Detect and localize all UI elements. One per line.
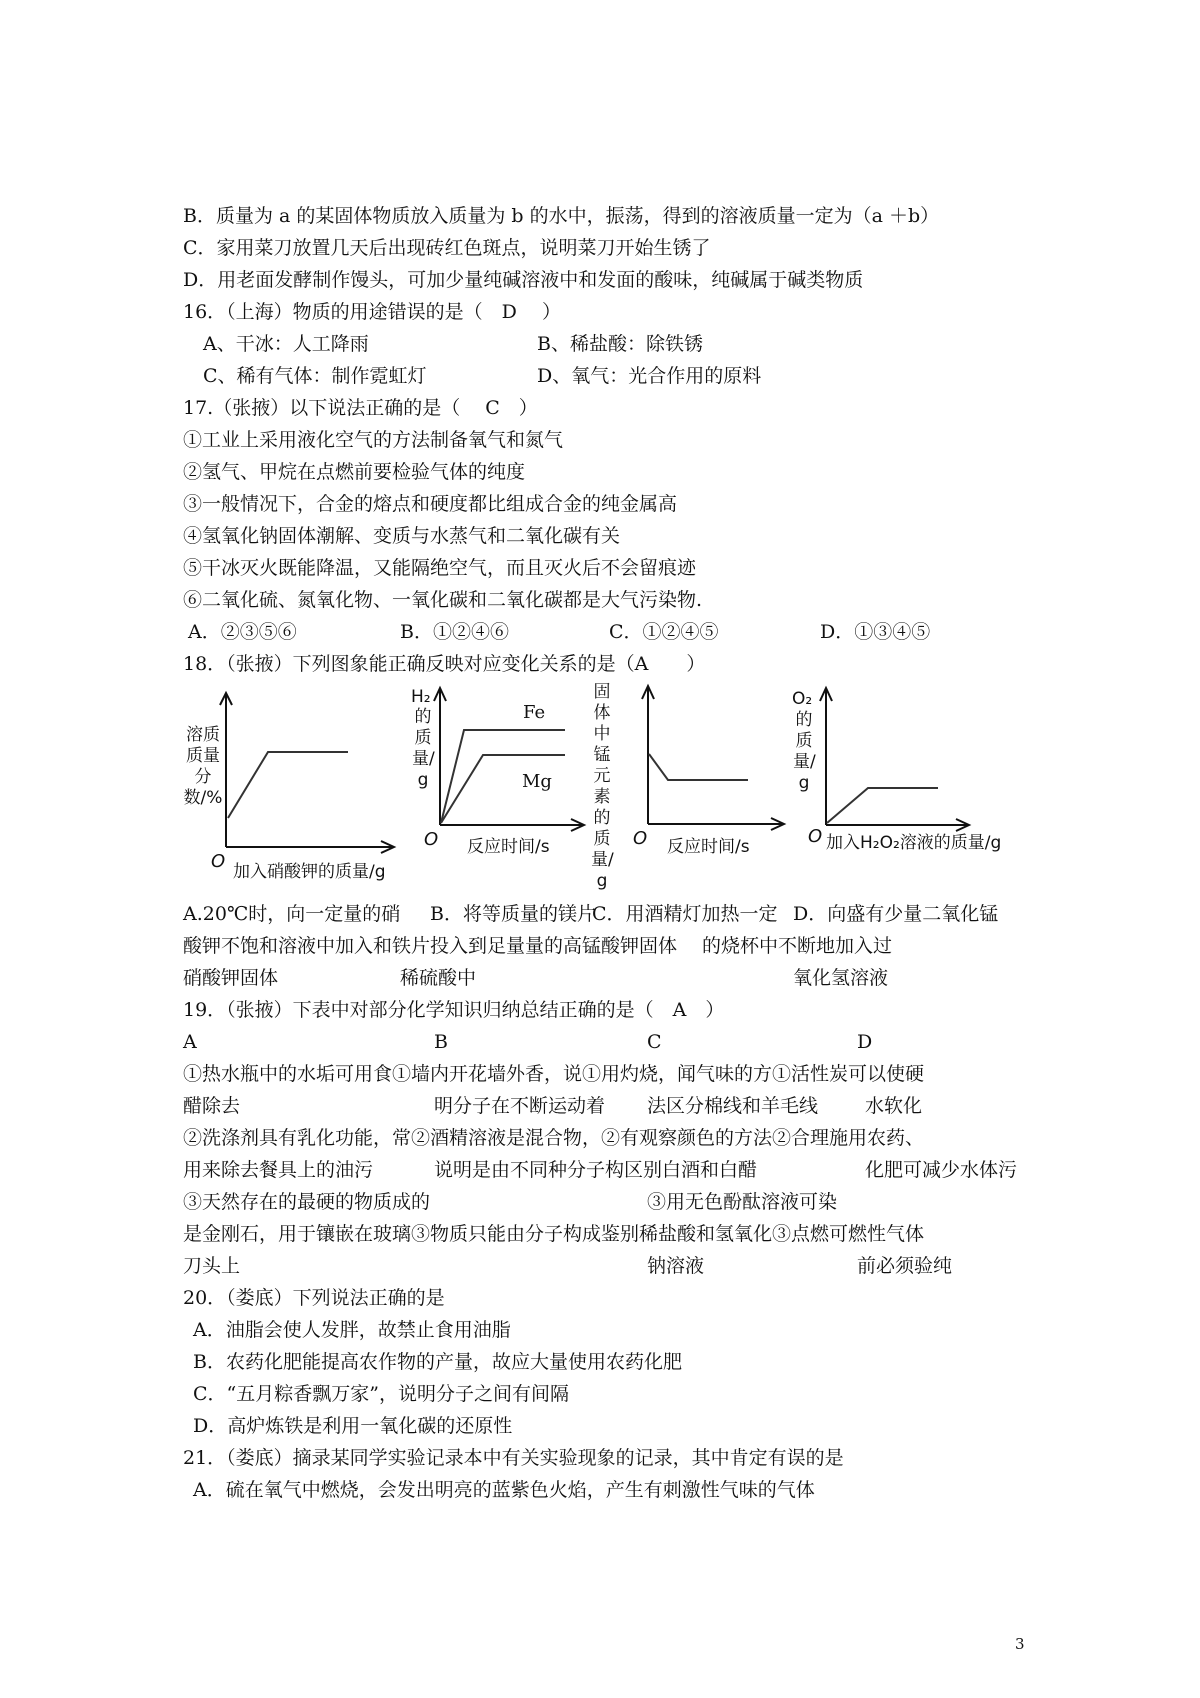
q18-caption-d: D．向盛有少量二氧化锰 [793,903,999,925]
q15-option-c: C．家用菜刀放置几天后出现砖红色斑点，说明菜刀开始生锈了 [183,237,711,259]
q16-option-b: B、稀盐酸：除铁锈 [537,333,703,355]
q17-option-a: A．②③⑤⑥ [188,621,297,643]
q18-caption-a: A.20℃时，向一定量的硝 [183,903,401,925]
q17-stem: 17.（张掖）以下说法正确的是（ C ） [183,397,538,419]
graph-c-origin: O [633,828,648,849]
q15-option-b: B．质量为 a 的某固体物质放入质量为 b 的水中，振荡，得到的溶液质量一定为（a ＋b） [183,205,940,227]
q19-row2-bc-end: 说明是由不同种分子构区别白酒和白醋 [434,1159,758,1181]
q19-col-d: D [857,1031,873,1053]
graph-d-curve [827,788,938,823]
graph-c-xlabel: 反应时间/s [667,837,750,857]
graph-b-curve-label-fe: Fe [523,702,546,723]
q19-row3-a: ③天然存在的最硬的物质成的 [183,1191,431,1213]
q18-caption-a-end: 硝酸钾固体 [183,967,279,989]
q20-stem: 20．（娄底）下列说法正确的是 [183,1287,445,1309]
q19-row3-d-end: 前必须验纯 [857,1255,953,1277]
q19-row1-a-end: 醋除去 [183,1095,241,1117]
q19-stem: 19．（张掖）下表中对部分化学知识归纳总结正确的是（ A ） [183,999,725,1021]
q19-row3-c-end: 钠溶液 [647,1255,705,1277]
q19-row3: 是金刚石，用于镶嵌在玻璃③物质只能由分子构成鉴别稀盐酸和氢氧化③点燃可燃性气体 [183,1223,925,1245]
q16-option-c: C、稀有气体：制作霓虹灯 [203,365,427,387]
graph-b-ylabel-top: H₂ [411,687,431,707]
q21-option-a: A．硫在氧气中燃烧，会发出明亮的蓝紫色火焰，产生有刺激性气味的气体 [193,1479,815,1501]
q19-row1: ①热水瓶中的水垢可用食①墙内开花墙外香，说①用灼烧，闻气味的方①活性炭可以使硬 [183,1063,925,1085]
q16-option-a: A、干冰：人工降雨 [203,333,369,355]
q19-col-b: B [434,1031,448,1053]
q17-item-2: ②氢气、甲烷在点燃前要检验气体的纯度 [183,461,526,483]
q19-col-c: C [647,1031,662,1053]
q18-stem: 18．（张掖）下列图象能正确反映对应变化关系的是（A ） [183,653,706,675]
q19-row1-d-end: 水软化 [865,1095,923,1117]
q18-caption-c: C．用酒精灯加热一定 [592,903,778,925]
q20-option-d: D．高炉炼铁是利用一氧化碳的还原性 [193,1415,513,1437]
q20-option-c: C．“五月粽香飘万家”，说明分子之间有间隔 [193,1383,569,1405]
q18-caption-row2: 酸钾不饱和溶液中加入和铁片投入到足量量的高锰酸钾固体 的烧杯中不断地加入过 [183,935,893,957]
q21-stem: 21．（娄底）摘录某同学实验记录本中有关实验现象的记录，其中肯定有误的是 [183,1447,844,1469]
graph-d-ylabel: 的质量/g [793,710,816,793]
graph-c [588,682,788,891]
graph-c-curve [649,754,748,780]
graph-b-ylabel: 的质量/g [412,707,435,790]
q19-row2-a-end: 用来除去餐具上的油污 [183,1159,374,1181]
graph-d-ylabel-top: O₂ [792,689,813,709]
graph-c-ylabel: 固体中锰元素的质量/g [591,682,614,891]
q19-col-a: A [183,1031,197,1053]
q17-item-6: ⑥二氧化硫、氮氧化物、一氧化碳和二氧化碳都是大气污染物. [183,589,703,611]
q17-option-d: D．①③④⑤ [820,621,931,643]
q18-caption-d-end: 氧化氢溶液 [793,967,889,989]
q17-item-4: ④氢氧化钠固体潮解、变质与水蒸气和二氧化碳有关 [183,525,621,547]
graph-b [405,685,590,860]
graph-b-origin: O [424,829,439,850]
q19-row1-c-end: 法区分棉线和羊毛线 [647,1095,819,1117]
graph-a-xlabel: 加入硝酸钾的质量/g [233,862,386,882]
graph-a-ylabel: 溶质质量分数/% [183,725,223,808]
page-number: 3 [1015,1635,1025,1653]
q18-caption-b: B．将等质量的镁片 [430,903,596,925]
q17-option-b: B．①②④⑥ [400,621,509,643]
q19-row3-c: ③用无色酚酞溶液可染 [647,1191,838,1213]
q17-option-c: C．①②④⑤ [609,621,719,643]
q19-row1-b-end: 明分子在不断运动着 [434,1095,606,1117]
q15-option-d: D．用老面发酵制作馒头，可加少量纯碱溶液中和发面的酸味，纯碱属于碱类物质 [183,269,864,291]
graph-d-origin: O [808,826,823,847]
q18-caption-b-end: 稀硫酸中 [400,967,477,989]
q19-row3-a-end: 刀头上 [183,1255,241,1277]
graph-a-curve [228,752,348,818]
q19-row2-d-end: 化肥可减少水体污 [865,1159,1018,1181]
q20-option-a: A．油脂会使人发胖，故禁止食用油脂 [193,1319,511,1341]
graph-a-origin: O [211,851,226,872]
q19-row2: ②洗涤剂具有乳化功能，常②酒精溶液是混合物，②有观察颜色的方法②合理施用农药、 [183,1127,925,1149]
graph-d-xlabel: 加入H₂O₂溶液的质量/g [826,833,1002,853]
graph-b-xlabel: 反应时间/s [467,837,550,857]
graph-a [183,690,413,885]
q17-item-5: ⑤干冰灭火既能降温，又能隔绝空气，而且灭火后不会留痕迹 [183,557,697,579]
q16-stem: 16．（上海）物质的用途错误的是（ D ） [183,301,561,323]
q17-item-3: ③一般情况下，合金的熔点和硬度都比组成合金的纯金属高 [183,493,678,515]
graph-b-curve-label-mg: Mg [522,771,552,792]
q16-option-d: D、氧气：光合作用的原料 [537,365,762,387]
q17-item-1: ①工业上采用液化空气的方法制备氧气和氮气 [183,429,564,451]
graph-d [788,685,1033,860]
q20-option-b: B．农药化肥能提高农作物的产量，故应大量使用农药化肥 [193,1351,682,1373]
